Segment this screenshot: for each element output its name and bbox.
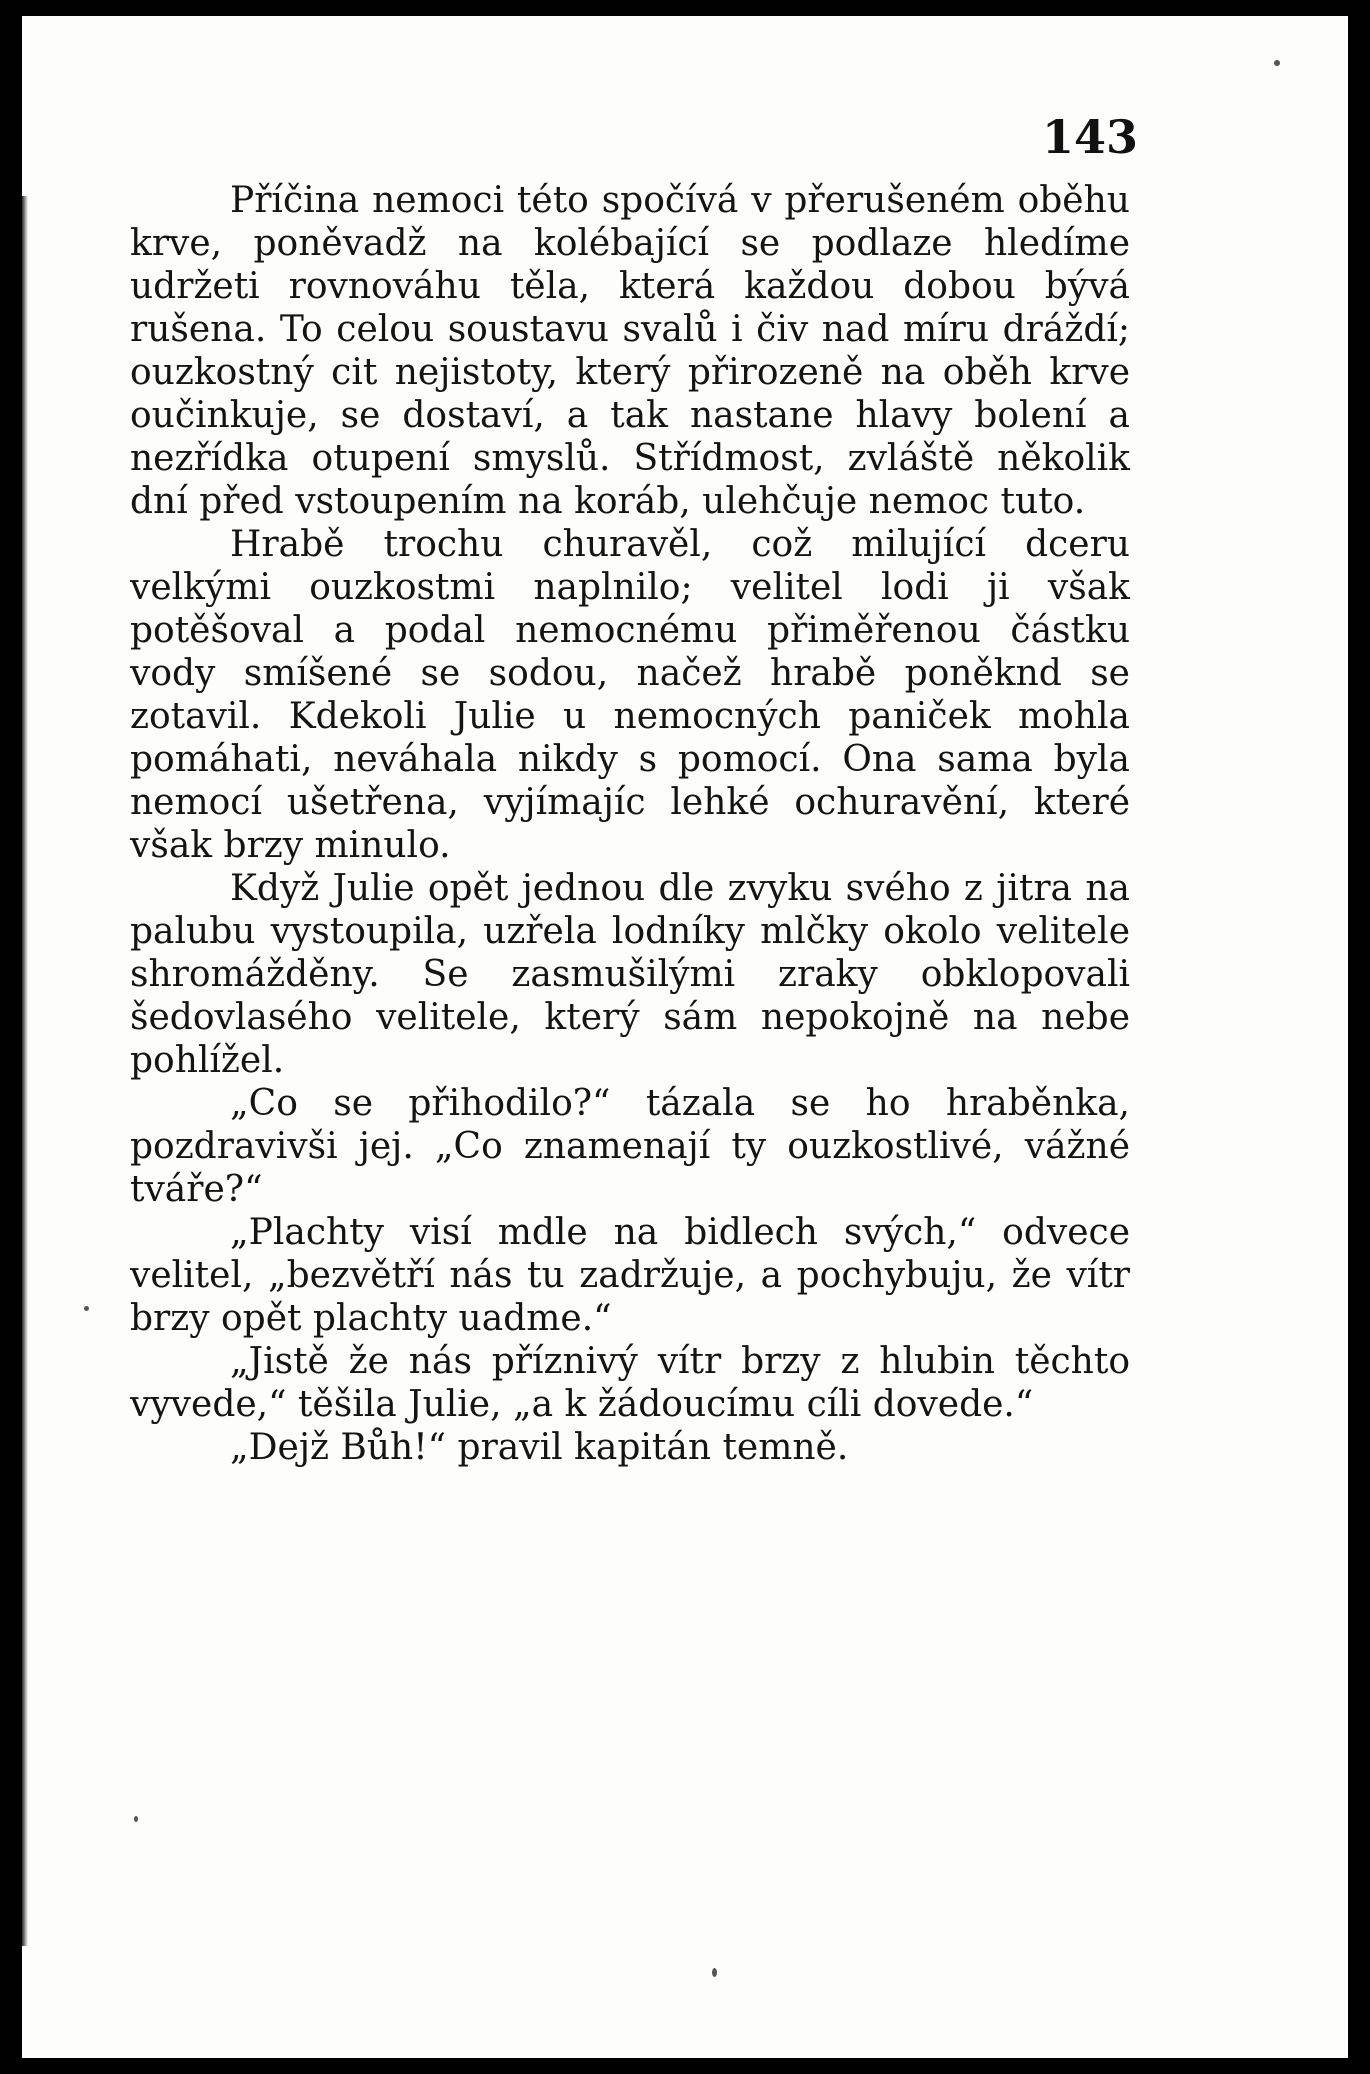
paragraph-7: „Dejž Bůh!“ pravil kapitán temně.: [230, 1427, 849, 1468]
ink-speck: [712, 1968, 717, 1977]
book-page: [22, 16, 1348, 2058]
ink-speck: [1274, 60, 1280, 66]
paragraph-6: „Jistě že nás příznivý vítr brzy z hlubin těchto vyvede,“ těšila Julie, „a k žádoucímu cíli dovede.“: [130, 1341, 1130, 1425]
ink-speck: [84, 1306, 89, 1311]
paragraph-3: Když Julie opět jednou dle zvyku svého z jitra na palubu vystoupila, uzřela lodníky mlčky okolo velitele shromážděny. Se zasmušilými zraky obklopovali šedovlasého velitele, který sám nepokojně na nebe pohlížel.: [130, 868, 1130, 1081]
page-binding-shadow: [22, 196, 28, 1946]
paragraph-4: „Co se přihodilo?“ tázala se ho hraběnka, pozdravivši jej. „Co znamenají ty ouzkostlivé, vážné tváře?“: [130, 1083, 1130, 1210]
ink-speck: [134, 1816, 138, 1822]
paragraph-2: Hrabě trochu churavěl, což milující dceru velkými ouzkostmi naplnilo; velitel lodi ji však potěšoval a podal nemocnému přiměřenou částku vody smíšené se sodou, načež hrabě poněknd se zotavil. Kdekoli Julie u nemocných paniček mohla pomáhati, neváhala nikdy s pomocí. Ona sama byla nemocí ušetřena, vyjímajíc lehké ochuravění, které však brzy minulo.: [130, 524, 1130, 866]
paragraph-5: „Plachty visí mdle na bidlech svých,“ odvece velitel, „bezvětří nás tu zadržuje, a pochybuju, že vítr brzy opět plachty uadme.“: [130, 1212, 1130, 1339]
paragraph-1: Příčina nemoci této spočívá v přerušeném oběhu krve, poněvadž na kolébající se podlaze hledíme udržeti rovnováhu těla, která každou dobou bývá rušena. To celou soustavu svalů i čiv nad míru dráždí; ouzkostný cit nejistoty, který přirozeně na oběh krve oučinkuje, se dostaví, a tak nastane hlavy bolení a nezřídka otupení smyslů. Střídmost, zvláště několik dní před vstoupením na koráb, ulehčuje nemoc tuto.: [130, 180, 1130, 522]
body-text: [130, 179, 1130, 1469]
page-number: 143: [1042, 110, 1139, 164]
